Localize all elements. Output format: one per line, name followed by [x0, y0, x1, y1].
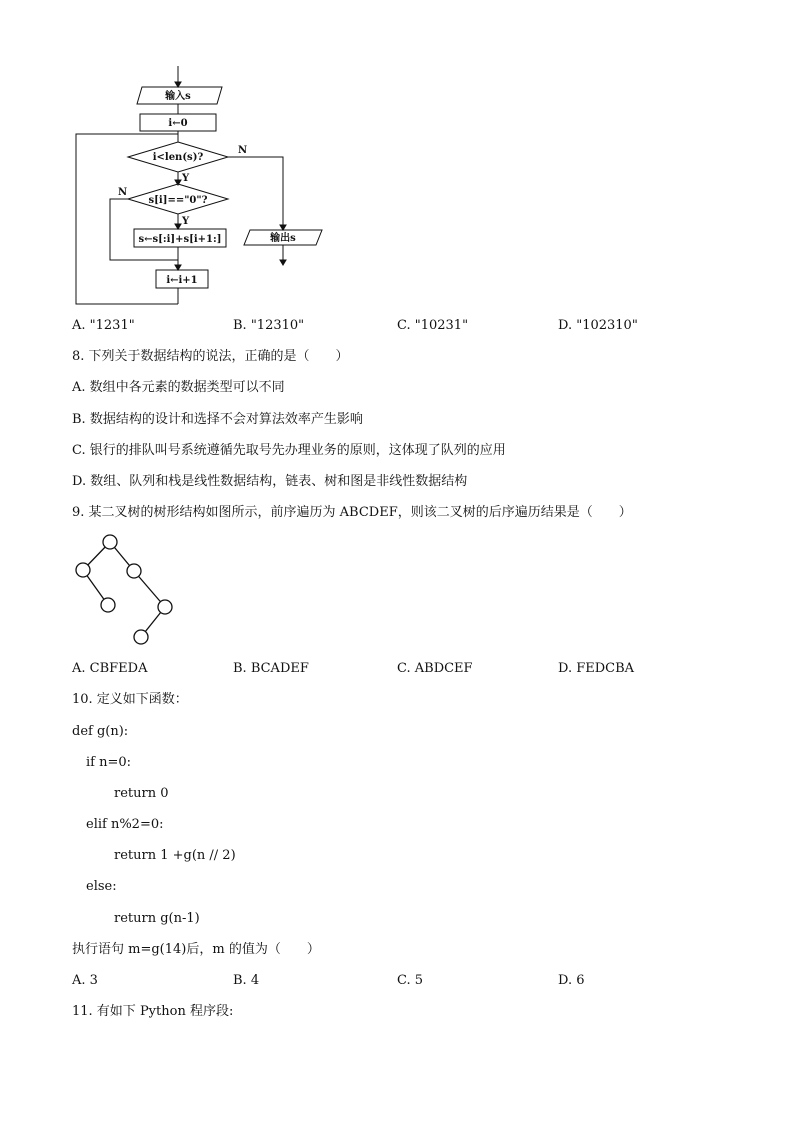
flowchart	[70, 62, 340, 312]
q9-option-d: D. FEDCBA	[558, 661, 635, 676]
condition2-label: s[i]=="0"?	[148, 195, 208, 206]
q10-prompt: 执行语句 m=g(14)后，m 的值为（ ）	[72, 942, 320, 957]
condition1-label: i<len(s)?	[152, 152, 204, 163]
code-line: return 0	[114, 786, 169, 801]
init-label: i←0	[168, 118, 188, 129]
q10-option-b: B. 4	[233, 973, 260, 988]
arrow-head	[175, 82, 181, 87]
arrow-head	[175, 224, 181, 229]
q10-option-a: A. 3	[72, 973, 98, 988]
q9-question: 9. 某二叉树的树形结构如图所示，前序遍历为 ABCDEF，则该二叉树的后序遍历结果是（ ）	[72, 505, 632, 520]
increment-label: i←i+1	[166, 275, 198, 286]
q11-question: 11. 有如下 Python 程序段:	[72, 1004, 234, 1019]
output-label: 输出s	[270, 233, 296, 244]
condition1-yes-label: Y	[182, 173, 190, 184]
binary-tree-figure	[70, 530, 190, 655]
code-line: elif n%2=0:	[86, 817, 164, 832]
q9-option-a: A. CBFEDA	[72, 661, 148, 676]
arrow-head	[280, 260, 286, 265]
q7-option-a: A. "1231"	[72, 318, 135, 333]
tree-node	[103, 535, 117, 549]
tree-node	[76, 563, 90, 577]
q9-option-c: C. ABDCEF	[397, 661, 473, 676]
q7-option-b: B. "12310"	[233, 318, 305, 333]
q9-option-b: B. BCADEF	[233, 661, 309, 676]
code-line: if n=0:	[86, 755, 132, 770]
flowchart-diagram	[70, 62, 340, 312]
code-line: return 1 +g(n // 2)	[114, 848, 236, 863]
q10-option-c: C. 5	[397, 973, 424, 988]
condition2-no-label: N	[118, 187, 128, 198]
arrow-head	[175, 265, 181, 270]
input-label: 输入s	[165, 91, 191, 102]
tree-node	[158, 600, 172, 614]
condition2-yes-label: Y	[182, 216, 190, 227]
arrow-head	[280, 225, 286, 230]
q8-option-a: A. 数组中各元素的数据类型可以不同	[72, 380, 285, 395]
code-line: else:	[86, 879, 117, 894]
q8-option-c: C. 银行的排队叫号系统遵循先取号先办理业务的原则，这体现了队列的应用	[72, 443, 506, 458]
q8-question: 8. 下列关于数据结构的说法，正确的是（ ）	[72, 349, 349, 364]
q7-option-c: C. "10231"	[397, 318, 469, 333]
q7-option-d: D. "102310"	[558, 318, 638, 333]
tree-node	[134, 630, 148, 644]
assign-label: s←s[:i]+s[i+1:]	[138, 234, 222, 245]
code-line: def g(n):	[72, 724, 129, 739]
q8-option-b: B. 数据结构的设计和选择不会对算法效率产生影响	[72, 412, 363, 427]
tree-node	[127, 564, 141, 578]
q8-option-d: D. 数组、队列和栈是线性数据结构，链表、树和图是非线性数据结构	[72, 474, 468, 489]
no-branch-line	[228, 157, 283, 230]
code-line: return g(n-1)	[114, 911, 200, 926]
condition1-no-label: N	[238, 145, 248, 156]
q10-option-d: D. 6	[558, 973, 585, 988]
q10-question: 10. 定义如下函数：	[72, 692, 188, 707]
tree-node	[101, 598, 115, 612]
